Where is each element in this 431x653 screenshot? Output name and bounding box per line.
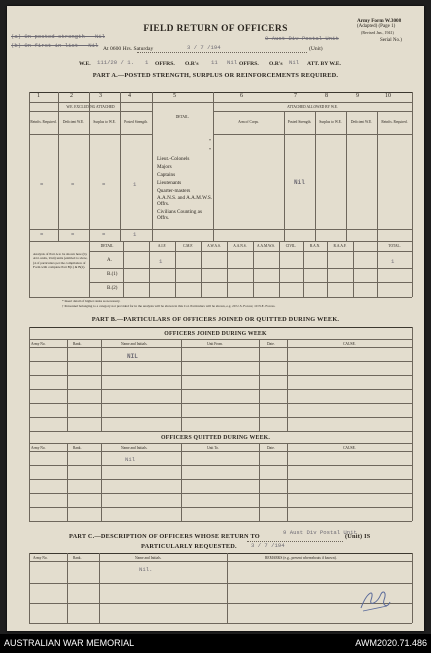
joined-hdr-name: Name and Initials. — [121, 342, 148, 346]
unit-label: (Unit) — [309, 46, 323, 52]
hdr-arm-corps: Arm of Corps. — [238, 120, 259, 124]
analysis-hdr-aif: A.I.F. — [157, 244, 167, 248]
form-title: FIELD RETURN OF OFFICERS — [143, 24, 288, 34]
analysis-row-b1: B.(1) — [107, 272, 118, 277]
analysis-hdr-detail: DETAIL — [100, 244, 114, 248]
value-attached-posted: Nil — [294, 179, 305, 186]
part-a-title: PART A.—POSTED STRENGTH, SURPLUS OR REINFORCEMENTS REQUIRED. — [92, 72, 339, 79]
analysis-total-value: 1 — [391, 258, 395, 265]
footer-accession-number: AWM2020.71.486 — [355, 638, 427, 648]
offrs-label: OFFRS. — [155, 61, 175, 67]
struck-line-b: (b) On first in list - Nil — [11, 42, 99, 49]
serial-no: Serial No.) — [380, 38, 402, 43]
analysis-hdr-aamws: A.A.M.W.S. — [257, 244, 275, 248]
joined-hdr-army-no: Army No. — [31, 342, 46, 346]
total-posted: 1 — [133, 231, 137, 238]
detail-rank-list — [157, 155, 215, 221]
ors-value: 11 — [211, 59, 218, 66]
hdr-surplus-right: Surplus to W.E. — [319, 120, 342, 124]
struck-unit: 9 Aust Div Postal Unit — [265, 35, 339, 42]
footnote-1: * Insert detail of higher ranks as necessary. — [62, 299, 121, 303]
analysis-row-a: A. — [107, 258, 112, 263]
att-by-we-label: ATT. BY W.E. — [307, 61, 341, 67]
total-reinfts: = — [40, 231, 44, 238]
col-number-6: 6 — [240, 93, 243, 99]
hdr-detail: DETAIL. — [175, 115, 190, 119]
army-form-number: Army Form W.3008 — [357, 18, 402, 24]
hdr-deficient-left: Deficient W.E. — [62, 120, 85, 124]
analysis-hdr-cmf: C.M.F. — [183, 244, 193, 248]
we-value: 111/20 / 1. — [97, 59, 134, 66]
we-label: W.E. — [79, 61, 91, 67]
detail-majors: Majors — [157, 164, 172, 170]
col-number-1: 1 — [37, 93, 40, 99]
col-number-3: 3 — [99, 93, 102, 99]
analysis-hdr-awas: A.W.A.S. — [207, 244, 221, 248]
quitted-hdr-date: Date. — [267, 446, 275, 450]
part-c-entry-nil: Nil. — [139, 566, 153, 573]
total-deficient: = — [71, 231, 75, 238]
detail-aans-aamws: A.A.N.S. and A.A.M.W.S. Offrs. — [157, 195, 213, 207]
value-reinfts-left: = — [40, 181, 44, 188]
col-number-5: 5 — [173, 93, 176, 99]
quitted-hdr-army-no: Army No. — [31, 446, 46, 450]
joined-hdr-date: Date. — [267, 342, 275, 346]
footnote-2: † Personnel belonging to a category not provided for in the analysis will be shown in this Col. Particulars will be shown, e.g. 20 U.S. Forces; 10 N.E. Forces. — [62, 304, 276, 308]
quitted-title: OFFICERS QUITTED DURING WEEK. — [160, 435, 271, 441]
detail-lieut-colonels: Lieut.-Colonels — [157, 156, 190, 162]
at-hours-label: At 0600 Hrs. Saturday — [103, 46, 154, 52]
part-c-line2: PARTICULARLY REQUESTED. — [141, 543, 237, 550]
part-c-title: PART C.—DESCRIPTION OF OFFICERS WHOSE RETURN TO — [69, 533, 260, 540]
joined-hdr-unit-from: Unit From. — [207, 342, 223, 346]
total-surplus: = — [102, 231, 106, 238]
ors2-label: O.R's — [269, 61, 283, 67]
revised-note: (Revised Jan., 1941) — [361, 30, 394, 35]
analysis-hdr-raaf: R.A.A.F. — [333, 244, 347, 248]
ors-label: O.R's — [185, 61, 199, 67]
joined-title: OFFICERS JOINED DURING WEEK — [164, 331, 267, 337]
detail-captains: Captains — [157, 172, 176, 178]
analysis-row-b2: B.(2) — [107, 286, 118, 291]
col-number-7: 7 — [294, 93, 297, 99]
hdr-reinfts-left: Reinfts. Required. — [30, 120, 57, 124]
col-number-9: 9 — [356, 93, 359, 99]
analysis-note: Analysis of Part A to be shown here (by ALL units, Unit) units (entitled to show, (4 of particulars per the compilation of Form with complete Part B(1) & B(2). — [33, 252, 88, 270]
analysis-aif-value: 1 — [159, 258, 163, 265]
partc-hdr-army-no: Army No. — [33, 556, 48, 560]
detail-quartermasters: Quarter-masters — [157, 188, 191, 194]
hdr-deficient-right: Deficient W.E. — [350, 120, 373, 124]
part-c-unit-is: (Unit) IS — [345, 533, 371, 540]
joined-entry-nil: NIL — [127, 353, 138, 360]
partc-hdr-rank: Rank. — [73, 556, 82, 560]
analysis-hdr-civil: CIVIL. — [285, 244, 297, 248]
detail-lieutenants: Lieutenants — [157, 180, 182, 186]
joined-hdr-cause: CAUSE. — [343, 342, 356, 346]
quitted-hdr-unit-to: Unit To. — [207, 446, 219, 450]
quitted-hdr-name: Name and Initials. — [121, 446, 148, 450]
col-number-8: 8 — [325, 93, 328, 99]
archive-footer — [0, 634, 431, 653]
offrs2-value: Nil — [227, 59, 238, 66]
part-c-unit: 9 Aust Div Postal Unit — [283, 529, 357, 536]
hdr-posted-right: Posted Strength. — [287, 120, 312, 124]
form-sheet: (a) On posted strength - Nil (b) On first in list - Nil 9 Aust Div Postal Unit Army Form W.3008 (Adapted) (Page 1) (Revised Jan., 1941) Serial No.) FIELD RETURN OF OFFICERS At 0600 Hrs. Saturday 3 / 7 /194 (Unit) W.E. 111/20 / 1. OFFRS. 1 O.R's 11 OFFRS. Nil O.R's Nil ATT. BY W.E. PART A.—POSTED STRENGTH, SURPLUS OR REINFORCEMENTS REQUIRED. 1 2 3 4 5 6 7 8 9 10 W.E. EXCLUDING ATTACHED ATTACHED ALLOWED BY W.E. Reinfts. Required. Deficient W.E. Surplus to W.E. Posted Strength. DETAIL. Arm of Corps. Posted Strength. Surplus to W.E. Deficient W.E. Reinfts. Required. Lieut.-Colonels Majors Captains Lieutenants Quarter-masters A.A.N.S. and A.A.M.W.S. Offrs. Civilians Counting as Offrs. * * = = = 1 Nil = = = 1 Analysis of Part A to be shown here (by ALL units, Unit) units (entitled to show, (4 of particulars per the compilation of Form with complete Part B(1) & B(2). DETAIL A.I.F. C.M.F. A.W.A.S. A.A.N.S. A.A.M.W.S. CIVIL. R.A.N. R.A.A.F. TOTAL. A. B.(1) B.(2) 1 1 * Insert detail of higher ranks as necessary. † Personnel belonging to a category not provided for in the analysis will be shown in this Col. Particulars will be shown, e.g. 20 U.S. Forces; 10 N.E. Forces. PART B.—PARTICULARS OF OFFICERS JOINED OR QUITTED DURING WEEK. OFFICERS JOINED DURING WEEK Army No. Rank. Name and Initials. Unit From. Date. CAUSE. NIL OFFICERS QUITTED DURING WEEK. Army No. Rank. Name and Initials. Unit To. Date. CAUSE. Nil PART C.—DESCRIPTION OF OFFICERS WHOSE RETURN TO 9 Aust Div Postal Unit (Unit) IS PARTICULARLY REQUESTED. 3 / 7 /194 Army No. Rank. Name and Initials. REMARKS (e.g., present whereabouts if known). Nil. — [7, 6, 424, 631]
analysis-hdr-total: TOTAL. — [388, 244, 401, 248]
footer-institution: AUSTRALIAN WAR MEMORIAL — [4, 638, 135, 648]
col-number-4: 4 — [128, 93, 131, 99]
group-header-we: W.E. EXCLUDING ATTACHED — [66, 105, 115, 109]
analysis-hdr-ran: R.A.N. — [309, 244, 321, 248]
quitted-entry-nil: Nil — [125, 456, 136, 463]
part-b-title: PART B.—PARTICULARS OF OFFICERS JOINED OR QUITTED DURING WEEK. — [91, 316, 340, 323]
adapted-note: (Adapted) (Page 1) — [357, 24, 396, 29]
offrs2-label: OFFRS. — [239, 61, 259, 67]
analysis-hdr-aans: A.A.N.S. — [233, 244, 247, 248]
quitted-hdr-cause: CAUSE. — [343, 446, 356, 450]
offrs-value: 1 — [145, 59, 149, 66]
partc-hdr-name: Name and Initials. — [135, 556, 162, 560]
ors2-value: Nil — [289, 59, 300, 66]
struck-line-a: (a) On posted strength - Nil — [11, 33, 105, 40]
value-surplus-left: = — [102, 181, 106, 188]
hdr-surplus-left: Surplus to W.E. — [93, 120, 116, 124]
group-header-attached: ATTACHED ALLOWED BY W.E. — [287, 105, 338, 109]
joined-hdr-rank: Rank. — [73, 342, 82, 346]
return-date: 3 / 7 /194 — [187, 44, 221, 51]
col-number-2: 2 — [70, 93, 73, 99]
value-deficient-left: = — [71, 181, 75, 188]
quitted-hdr-rank: Rank. — [73, 446, 82, 450]
col-number-10: 10 — [385, 93, 391, 99]
hdr-reinfts-right: Reinfts. Required. — [381, 120, 408, 124]
hdr-posted-left: Posted Strength. — [124, 120, 148, 124]
partc-hdr-remarks: REMARKS (e.g., present whereabouts if known). — [265, 556, 337, 560]
value-posted-left: 1 — [133, 181, 137, 188]
part-c-date: 3 / 7 /194 — [251, 542, 285, 549]
detail-civilians: Civilians Counting as Offrs. — [157, 209, 202, 221]
